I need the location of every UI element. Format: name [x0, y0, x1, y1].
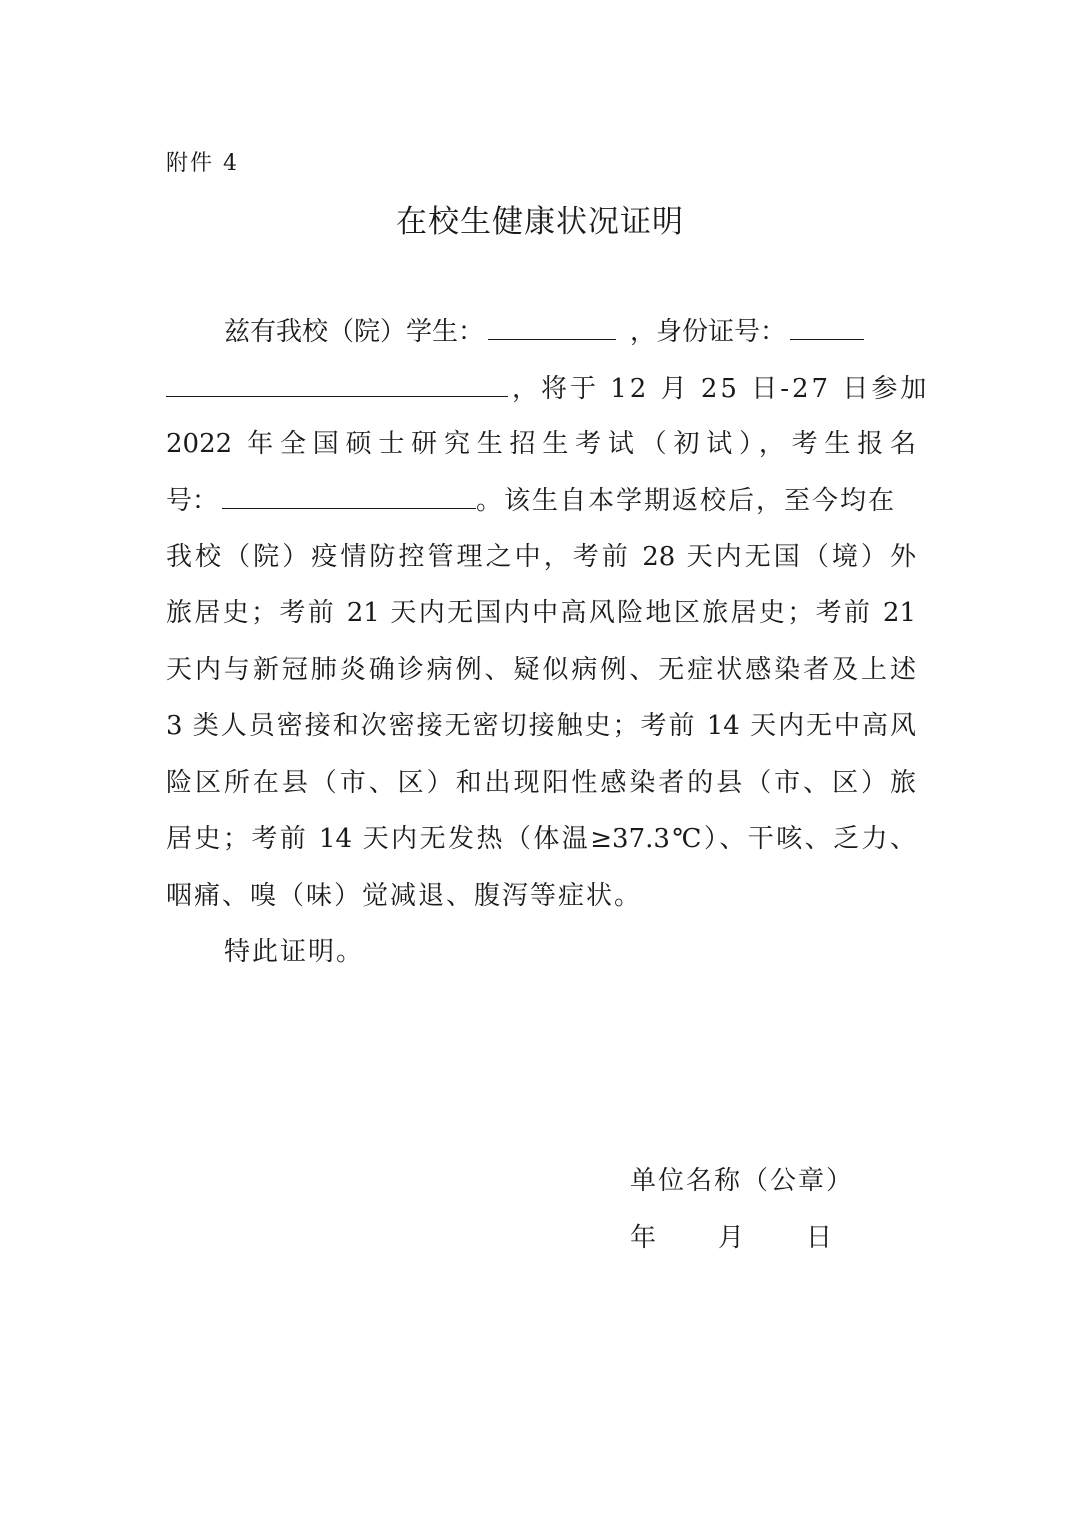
- body-line-8: 3 类人员密接和次密接无密切接触史；考前 14 天内无中高风: [166, 711, 916, 741]
- body-line-10: 居史；考前 14 天内无发热（体温≥37.3℃）、干咳、乏力、: [166, 824, 916, 854]
- date-month: 月: [718, 1223, 747, 1253]
- body-line-6: 旅居史；考前 21 天内无国内中高风险地区旅居史；考前 21: [166, 598, 916, 628]
- date-line: [630, 1217, 834, 1254]
- body-line-11: 咽痛、嗅（味）觉减退、腹泻等症状。: [166, 881, 643, 911]
- body-text: 。该生自本学期返校后，至今均在: [476, 486, 897, 516]
- body-line-1: [166, 311, 916, 351]
- date-year: 年: [630, 1223, 659, 1253]
- body-text: ，身份证号：: [630, 317, 787, 347]
- attachment-label: 附件 4: [166, 151, 239, 176]
- unit-name-seal-label: 单位名称（公章）: [630, 1166, 855, 1196]
- body-line-2: [166, 368, 930, 408]
- body-line-9: 险区所在县（市、区）和出现阳性感染者的县（市、区）旅: [166, 768, 916, 798]
- id-number-blank[interactable]: [790, 311, 864, 340]
- body-line-7: 天内与新冠肺炎确诊病例、疑似病例、无症状感染者及上述: [166, 655, 916, 685]
- date-day: 日: [806, 1223, 835, 1253]
- document-title: 在校生健康状况证明: [396, 204, 684, 240]
- closing-statement: 特此证明。: [224, 937, 365, 967]
- body-text: 号：: [166, 486, 219, 516]
- id-number-blank-continued[interactable]: [166, 368, 508, 397]
- body-text: 兹有我校（院）学生：: [224, 317, 485, 347]
- body-line-4: [166, 480, 916, 520]
- body-text: ，将于 12 月 25 日-27 日参加: [512, 374, 930, 404]
- body-line-5: 我校（院）疫情防控管理之中，考前 28 天内无国（境）外: [166, 542, 916, 572]
- exam-registration-number-blank[interactable]: [222, 480, 476, 509]
- student-name-blank[interactable]: [488, 311, 616, 340]
- body-line-3: 2022 年全国硕士研究生招生考试（初试），考生报名: [166, 429, 916, 459]
